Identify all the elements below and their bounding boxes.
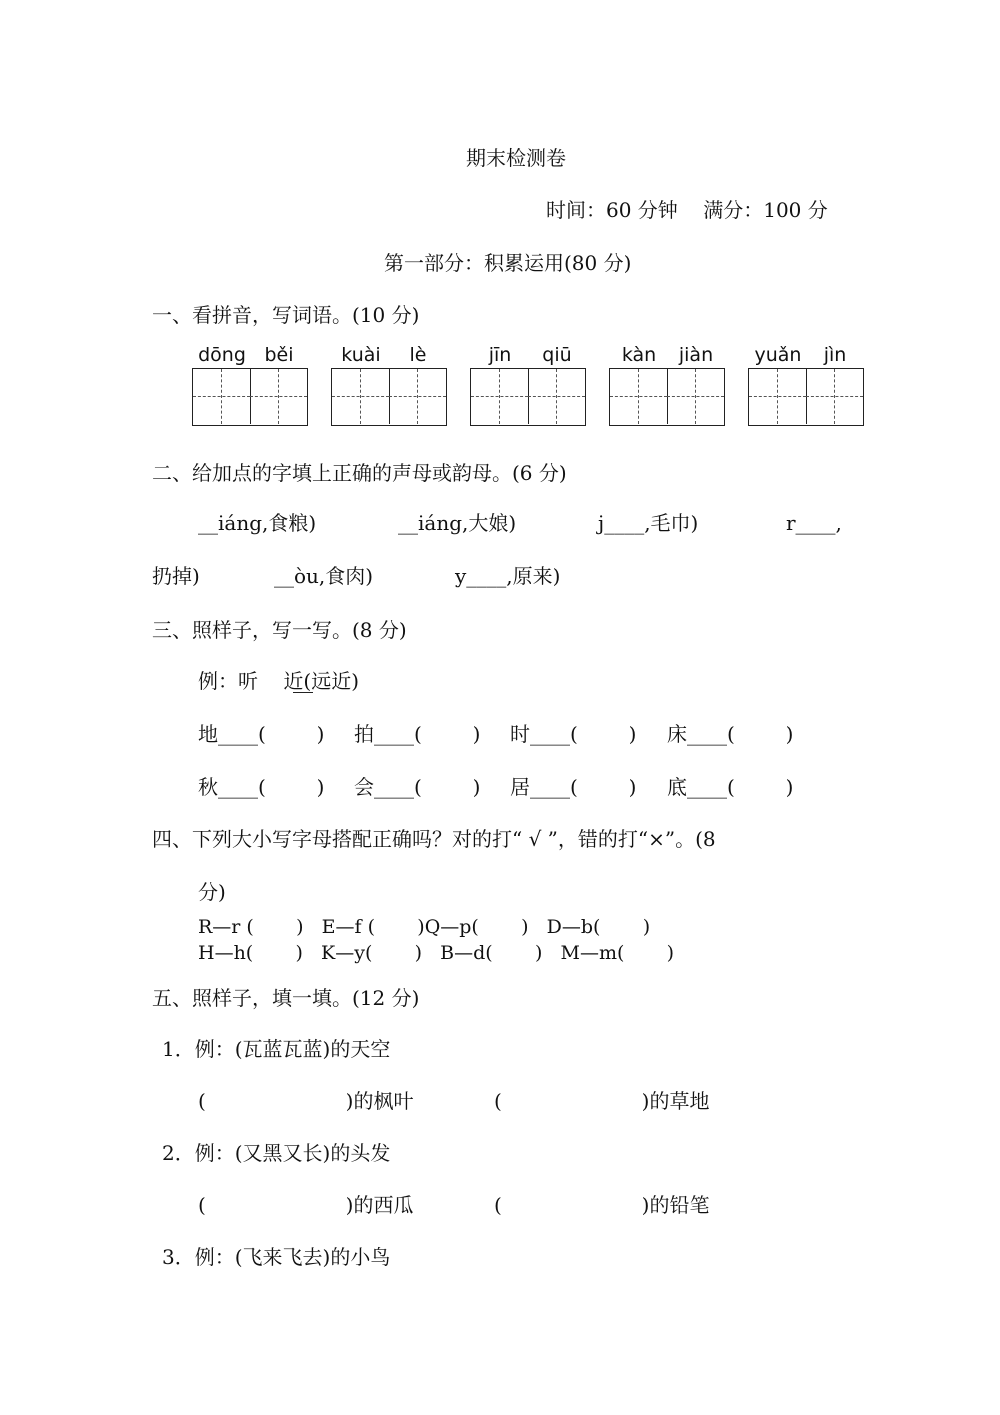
q5-example: 1．例：(瓦蓝瓦蓝)的天空: [162, 1037, 391, 1061]
q3-blank: 居____( ): [510, 775, 637, 799]
q2-heading: 二、给加点的字填上正确的声母或韵母。(6 分): [152, 461, 567, 485]
pinyin: lè: [409, 344, 427, 366]
q2-item: 扔掉): [152, 564, 200, 588]
q5-blank: ( )的枫叶: [198, 1089, 414, 1113]
q3-blank: 会____( ): [354, 775, 481, 799]
q5-example: 2．例：(又黑又长)的头发: [162, 1141, 391, 1165]
q2-item: __iáng,食粮): [198, 511, 317, 535]
q2-item: y____,原来): [455, 564, 561, 588]
q5-blank: ( )的西瓜: [198, 1193, 414, 1217]
q1-heading: 一、看拼音，写词语。(10 分): [152, 303, 420, 327]
q5-heading: 五、照样子，填一填。(12 分): [152, 986, 420, 1010]
q4-row: H—h( ) K—y( ) B—d( ) M—m( ): [198, 942, 675, 964]
q3-heading: 三、照样子，写一写。(8 分): [152, 618, 407, 642]
pinyin: běi: [264, 344, 294, 366]
example-underline: [293, 692, 313, 693]
q3-blank: 床____( ): [667, 722, 794, 746]
q3-blank: 地____( ): [198, 722, 325, 746]
q3-blank: 秋____( ): [198, 775, 325, 799]
pinyin: kuài: [341, 344, 381, 366]
q2-item: j____,毛巾): [598, 511, 699, 535]
q5-blank: ( )的铅笔: [494, 1193, 710, 1217]
q3-blank: 时____( ): [510, 722, 637, 746]
writing-grid[interactable]: [192, 368, 308, 426]
q4-heading: 四、下列大小写字母搭配正确吗？对的打“ √ ”，错的打“×”。(8: [152, 827, 716, 851]
part-title: 第一部分：积累运用(80 分): [384, 251, 632, 275]
q5-example: 3．例：(飞来飞去)的小鸟: [162, 1245, 391, 1269]
writing-grid[interactable]: [470, 368, 586, 426]
q5-blank: ( )的草地: [494, 1089, 710, 1113]
pinyin: jīn: [488, 344, 512, 366]
page-title: 期末检测卷: [466, 146, 566, 170]
q2-item: __òu,食肉): [274, 564, 374, 588]
q4-row: R—r ( ) E—f ( )Q—p( ) D—b( ): [198, 916, 651, 938]
q4-heading-cont: 分): [198, 880, 226, 904]
q3-blank: 底____( ): [667, 775, 794, 799]
q3-example: 例：听 近(远近): [198, 669, 360, 693]
pinyin: jiàn: [678, 344, 714, 366]
pinyin: kàn: [621, 344, 657, 366]
q2-item: r____,: [786, 511, 842, 535]
pinyin: yuǎn: [754, 344, 802, 366]
q3-blank: 拍____( ): [354, 722, 481, 746]
pinyin: jìn: [823, 344, 847, 366]
exam-meta: 时间：60 分钟 满分：100 分: [546, 198, 828, 222]
writing-grid[interactable]: [331, 368, 447, 426]
q2-item: __iáng,大娘): [398, 511, 517, 535]
pinyin: qiū: [542, 344, 572, 366]
pinyin: dōng: [198, 344, 246, 366]
writing-grid[interactable]: [748, 368, 864, 426]
writing-grid[interactable]: [609, 368, 725, 426]
